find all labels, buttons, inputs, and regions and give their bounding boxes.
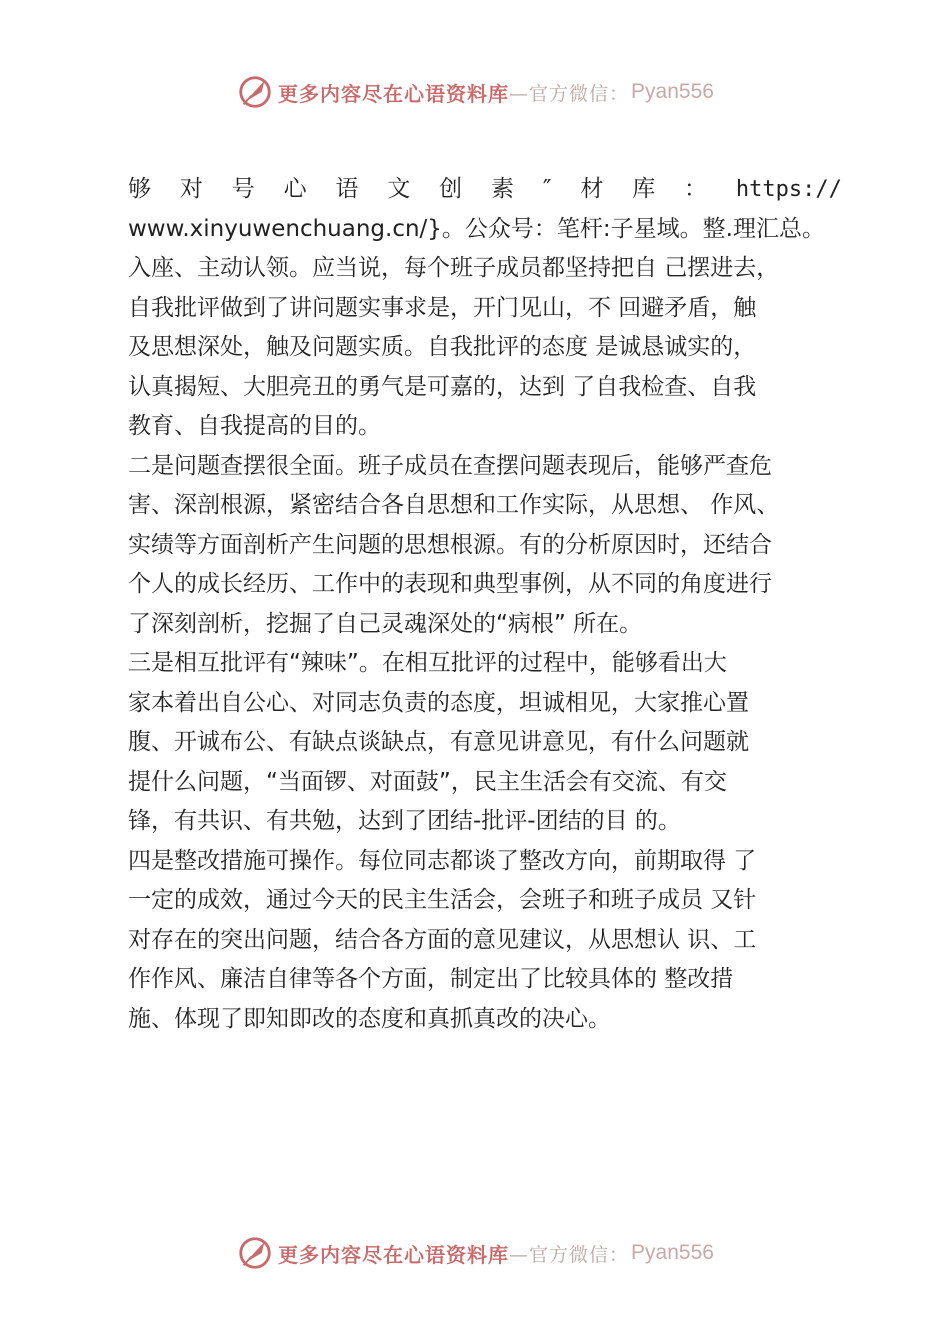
first-line-char: 语 bbox=[335, 176, 359, 202]
text-line: 认真揭短、大胆亮丑的勇气是可嘉的，达到 了自我检查、自我 bbox=[128, 373, 757, 400]
text-line: 个人的成长经历、工作中的表现和典型事例，从不同的角度进行 bbox=[128, 571, 772, 597]
first-line bbox=[128, 170, 842, 210]
first-line-char: ： bbox=[684, 176, 708, 202]
text-line: 锋，有共识、有共勉，达到了团结-批评-团结的目 的。 bbox=[128, 808, 681, 834]
banner-wechat-id: Pyan556 bbox=[631, 1241, 714, 1264]
text-line: 三是相互批评有“辣味”。在相互批评的过程中，能够看出大 bbox=[128, 650, 727, 676]
first-line-char: ″ bbox=[542, 176, 552, 202]
first-line-char: 材 bbox=[580, 176, 604, 202]
text-line: www.xinyuwenchuang.cn/}。公众号：笔杆:子星域。整.理汇总。 bbox=[128, 215, 825, 242]
banner-subtitle: —官方微信： bbox=[509, 82, 630, 105]
text-line: 施、体现了即知即改的态度和真抓真改的决心。 bbox=[128, 1005, 611, 1032]
text-line: 四是整改措施可操作。每位同志都谈了整改方向，前期取得 了 bbox=[128, 847, 757, 874]
text-line: 实绩等方面剖析产生问题的思想根源。有的分析原因时，还结合 bbox=[128, 531, 772, 558]
banner-title: 更多内容尽在心语资料库 bbox=[278, 1242, 510, 1267]
quill-logo-icon bbox=[236, 73, 274, 111]
first-line-char: 素 bbox=[491, 176, 515, 202]
first-line-char: 号 bbox=[231, 176, 255, 202]
text-line: 了深刻剖析，挖掘了自己灵魂深处的“病根” 所在。 bbox=[128, 610, 643, 637]
first-line-char: 创 bbox=[439, 176, 463, 202]
text-line: 对存在的突出问题，结合各方面的意见建议，从思想认 识、工 bbox=[128, 926, 757, 953]
banner-wechat-id: Pyan556 bbox=[631, 80, 714, 103]
text-line: 一定的成效，通过今天的民主生活会，会班子和班子成员 又针 bbox=[128, 887, 757, 913]
first-line-url: https:// bbox=[735, 177, 842, 202]
quill-logo-icon bbox=[236, 1234, 274, 1272]
text-line: 自我批评做到了讲问题实事求是，开门见山，不 回避矛盾，触 bbox=[128, 294, 757, 321]
first-line-char: 文 bbox=[387, 176, 411, 202]
text-line: 提什么问题，“当面锣、对面鼓”，民主生活会有交流、有交 bbox=[128, 768, 727, 795]
text-line: 家本着出自公心、对同志负责的态度，坦诚相见，大家推心置 bbox=[128, 689, 749, 716]
document-body bbox=[128, 170, 842, 1039]
banner-subtitle: —官方微信： bbox=[509, 1243, 630, 1266]
footer-banner bbox=[0, 1233, 950, 1273]
text-line: 害、深剖根源，紧密结合各自思想和工作实际，从思想、 作风、 bbox=[128, 492, 780, 518]
header-banner bbox=[0, 72, 950, 112]
banner-title: 更多内容尽在心语资料库 bbox=[278, 81, 510, 106]
text-line: 二是问题查摆很全面。班子成员在查摆问题表现后，能够严查危 bbox=[128, 452, 772, 479]
text-line: 入座、主动认领。应当说，每个班子成员都坚持把自 己摆进去， bbox=[128, 255, 780, 281]
first-line-char: 够 bbox=[128, 176, 151, 202]
text-line: 及思想深处，触及问题实质。自我批评的态度 是诚恳诚实的， bbox=[128, 334, 757, 360]
first-line-char: 对 bbox=[179, 176, 203, 202]
first-line-char: 库 bbox=[632, 176, 656, 202]
text-line: 腹、开诚布公、有缺点谈缺点，有意见讲意见，有什么问题就 bbox=[128, 729, 749, 755]
text-line: 教育、自我提高的目的。 bbox=[128, 413, 381, 439]
text-line: 作作风、廉洁自律等各个方面，制定出了比较具体的 整改措 bbox=[128, 966, 734, 992]
first-line-char: 心 bbox=[283, 176, 307, 202]
